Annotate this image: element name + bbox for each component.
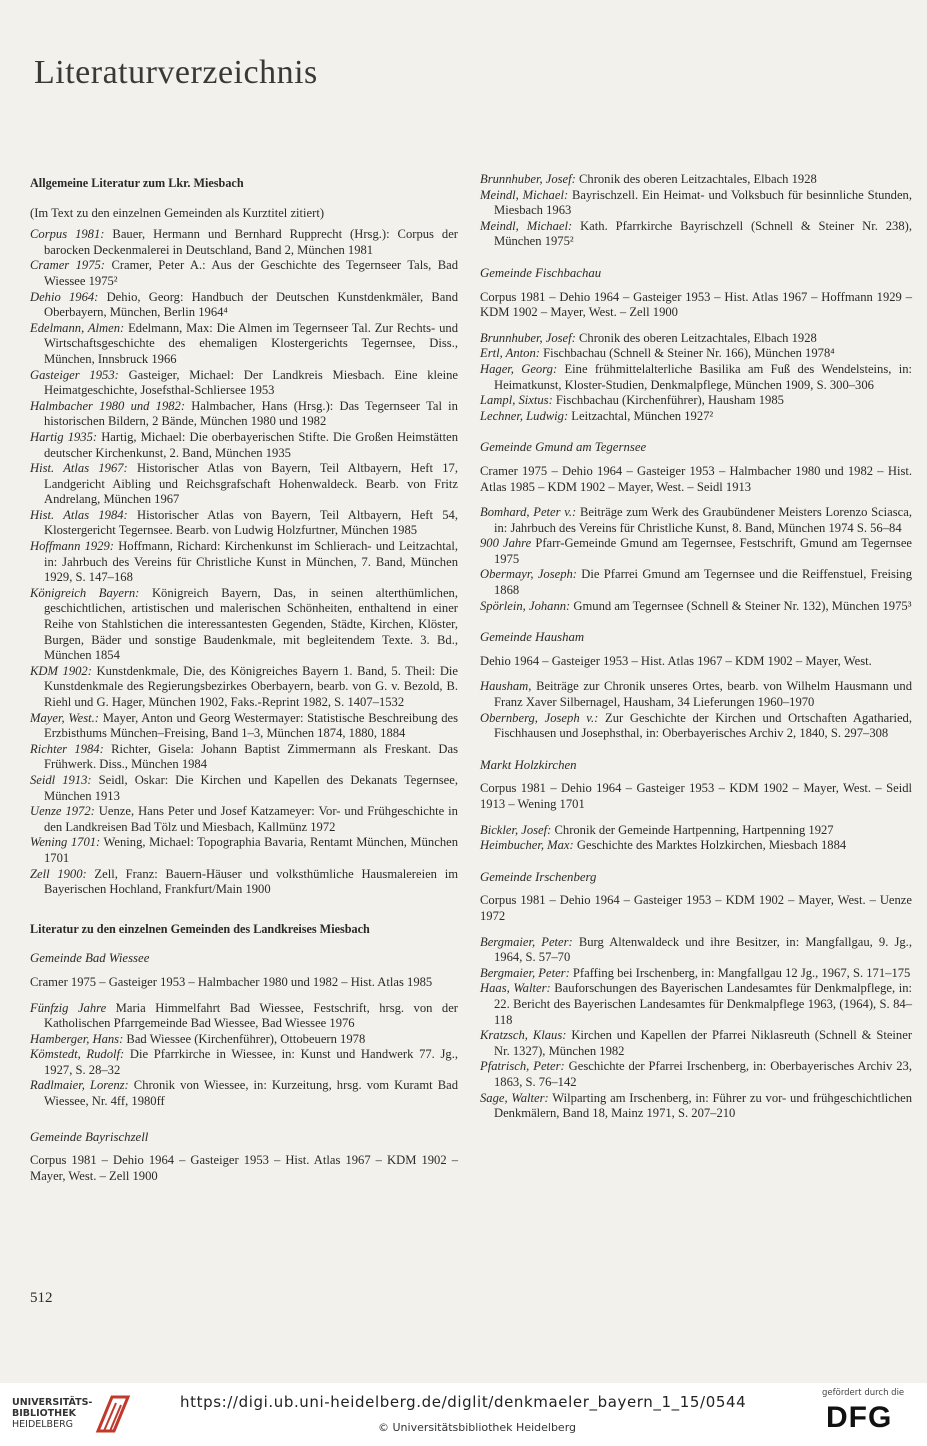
entry-reference: Chronik des oberen Leitzachtales, Elbach 1928	[575, 172, 817, 186]
university-library-logo[interactable]	[12, 1389, 132, 1439]
entry-reference: Seidl, Oskar: Die Kirchen und Kapellen des Dekanats Tegernsee, München 1913	[44, 772, 458, 803]
entry-reference: Die Pfarrkirche in Wiessee, in: Kunst und Handwerk 77. Jg., 1927, S. 28–32	[44, 1047, 458, 1077]
entry-short-title: Halmbacher 1980 und 1982:	[30, 398, 186, 413]
bibliography-entry	[480, 1028, 912, 1059]
entry-short-title: Bomhard, Peter v.:	[480, 505, 577, 520]
bibliography-entry	[30, 742, 458, 773]
entry-short-title: Dehio 1964:	[30, 289, 99, 304]
entry-short-title: Gasteiger 1953:	[30, 367, 119, 382]
bibliography-entry	[480, 346, 912, 362]
bibliography-entry	[30, 258, 458, 289]
entry-short-title: Edelmann, Almen:	[30, 320, 125, 335]
subsection-summary-holzkirchen: Corpus 1981 – Dehio 1964 – Gasteiger 1953 – KDM 1902 – Mayer, West. – Seidl 1913 – Wening 1701	[480, 781, 912, 811]
bibliography-entry	[480, 331, 912, 347]
subsection-title-bad-wiessee: Gemeinde Bad Wiessee	[30, 951, 150, 966]
subsection-summary-irschenberg: Corpus 1981 – Dehio 1964 – Gasteiger 1953 – KDM 1902 – Mayer, West. – Uenze 1972	[480, 893, 912, 923]
entry-short-title: 900 Jahre	[480, 536, 532, 551]
subsection-summary-bad-wiessee: Cramer 1975 – Gasteiger 1953 – Halmbacher 1980 und 1982 – Hist. Atlas 1985	[30, 974, 433, 989]
bibliography-entry	[30, 1047, 458, 1078]
page-number: 512	[30, 1290, 53, 1306]
bibliography-entry	[480, 1091, 912, 1122]
bibliography-entry	[30, 804, 458, 835]
holzkirchen-entries	[480, 823, 912, 854]
entry-reference: Zell, Franz: Bauern-Häuser und volksthümliche Hausmalereien im Bayerischen Hochland, Frankfurt/Main 1900	[44, 866, 458, 897]
entry-short-title: Fünfzig Jahre	[30, 1000, 107, 1015]
entry-reference: Chronik des oberen Leitzachtales, Elbach 1928	[575, 330, 817, 345]
bad-wiessee-entries	[30, 1001, 458, 1110]
bibliography-entry	[480, 172, 912, 188]
bibliography-entry	[480, 711, 912, 742]
bibliography-entry	[30, 835, 458, 866]
footer-bar	[0, 1383, 927, 1446]
subsection-summary-gmund: Cramer 1975 – Dehio 1964 – Gasteiger 1953 – Halmbacher 1980 und 1982 – Hist. Atlas 1985 – KDM 1902 – Mayer, West. – Seidl 1913	[480, 463, 912, 494]
bibliography-entry	[30, 321, 458, 368]
entry-short-title: Hager, Georg:	[480, 361, 558, 376]
entry-reference: Bad Wiessee (Kirchenführer), Ottobeuern 1978	[123, 1031, 366, 1046]
entry-short-title: Hoffmann 1929:	[30, 539, 114, 554]
entry-reference: Bayrischzell. Ein Heimat- und Volksbuch für besinnliche Stunden, Miesbach 1963	[494, 187, 912, 218]
bibliography-entry	[30, 539, 458, 586]
uni-line-1: UNIVERSITÄTS-	[12, 1397, 93, 1408]
university-library-wordmark	[12, 1397, 92, 1430]
entry-reference: Hartig, Michael: Die oberbayerischen Stifte. Die Großen Heimstätten deutscher Kirchenkunst, 2. Band, München 1935	[44, 429, 458, 460]
bibliography-entry	[30, 290, 458, 321]
entry-short-title: Richter 1984:	[30, 741, 104, 756]
bibliography-entry	[30, 227, 458, 258]
bibliography-entry	[480, 536, 912, 567]
entry-short-title: Hamberger, Hans:	[30, 1031, 124, 1046]
entry-short-title: Ertl, Anton:	[480, 346, 540, 361]
entry-reference: Pfaffing bei Irschenberg, in: Mangfallgau 12 Jg., 1967, S. 171–175	[569, 965, 911, 980]
bibliography-entry	[480, 935, 912, 966]
entry-reference: Richter, Gisela: Johann Baptist Zimmermann als Freskant. Das Frühwerk. Diss., München 1984	[44, 741, 458, 772]
entry-short-title: Cramer 1975:	[30, 258, 106, 273]
entry-short-title: Hausham,	[480, 679, 532, 694]
entry-reference: Pfarr-Gemeinde Gmund am Tegernsee, Festschrift, Gmund am Tegernsee 1975	[494, 536, 913, 566]
entry-short-title: Spörlein, Johann:	[480, 598, 571, 613]
entry-short-title: Lampl, Sixtus:	[480, 393, 553, 408]
entry-short-title: Meindl, Michael:	[480, 187, 569, 202]
entry-reference: Maria Himmelfahrt Bad Wiessee, Festschrift, hrsg. von der Katholischen Pfarrgemeinde Bad Wiessee, Bad Wiessee 1976	[44, 1000, 458, 1031]
bibliography-entry	[30, 867, 458, 898]
bibliography-entry	[30, 773, 458, 804]
fischbachau-entries	[480, 331, 912, 425]
dfg-logo[interactable]: DFG	[826, 1401, 893, 1434]
uni-line-3: HEIDELBERG	[12, 1419, 74, 1430]
bibliography-entry	[480, 1059, 912, 1090]
bibliography-entry	[480, 599, 912, 615]
bibliography-entry	[30, 1032, 458, 1048]
entry-short-title: Obernberg, Joseph v.:	[480, 710, 599, 725]
subsection-title-gmund: Gemeinde Gmund am Tegernsee	[480, 440, 647, 455]
bibliography-entry	[30, 461, 458, 508]
entry-reference: Cramer, Peter A.: Aus der Geschichte des Tegernseer Tals, Bad Wiessee 1975²	[44, 258, 459, 288]
bibliography-entry	[480, 409, 912, 425]
entry-reference: Beiträge zum Werk des Graubündener Meisters Lorenzo Sciasca, in: Jahrbuch des Vereins für Christliche Kunst, 8. Band, München 1974 S. 56–84	[494, 505, 912, 535]
entry-short-title: Uenze 1972:	[30, 804, 95, 819]
bibliography-entry	[480, 188, 912, 219]
entry-reference: Gmund am Tegernsee (Schnell & Steiner Nr. 132), München 1975³	[570, 598, 912, 613]
entry-reference: Kirchen und Kapellen der Pfarrei Niklasreuth (Schnell & Steiner Nr. 1327), München 1982	[494, 1028, 913, 1058]
entry-reference: Fischbachau (Kirchenführer), Hausham 1985	[552, 393, 784, 408]
entry-short-title: Kratzsch, Klaus:	[480, 1028, 567, 1043]
bibliography-entry	[30, 711, 458, 742]
bibliography-entry	[480, 219, 912, 250]
entry-reference: Bauer, Hermann und Bernhard Rupprecht (Hrsg.): Corpus der barocken Deckenmalerei in Deutschland, Band 2, München 1981	[44, 227, 458, 257]
entry-short-title: Kömstedt, Rudolf:	[30, 1047, 125, 1062]
entry-short-title: Brunnhuber, Josef:	[480, 172, 576, 186]
bibliography-entry	[30, 368, 458, 399]
entry-reference: Eine frühmittelalterliche Basilika am Fuß des Wendelsteins, in: Heimatkunst, Kloster-Studien, Denkmalpflege, München 1909, S. 300–306	[494, 361, 912, 392]
bibliography-entry	[30, 430, 458, 461]
bibliography-entry	[480, 362, 912, 393]
subsection-summary-bayrischzell: Corpus 1981 – Dehio 1964 – Gasteiger 1953 – Hist. Atlas 1967 – KDM 1902 – Mayer, West. – Zell 1900	[30, 1153, 458, 1183]
entry-short-title: Zell 1900:	[30, 866, 87, 881]
entry-reference: Kath. Pfarrkirche Bayrischzell (Schnell & Steiner Nr. 238), München 1975²	[494, 218, 912, 249]
entry-short-title: Hist. Atlas 1984:	[30, 507, 128, 522]
entry-reference: Uenze, Hans Peter und Josef Katzameyer: Vor- und Frühgeschichte in den Landkreisen Bad Tölz und Miesbach, Kallmünz 1972	[44, 804, 458, 834]
entry-short-title: Hartig 1935:	[30, 429, 98, 444]
general-bibliography	[30, 227, 458, 898]
entry-reference: Historischer Atlas von Bayern, Teil Altbayern, Heft 54, Klostergericht Tegernsee. Bearb. von Ludwig Holzfurtner, München 1985	[44, 507, 459, 538]
entry-short-title: Bergmaier, Peter:	[480, 934, 573, 949]
bibliography-entry	[30, 508, 458, 539]
entry-reference: Edelmann, Max: Die Almen im Tegernseer Tal. Zur Rechts- und Wirtschaftsgeschichte des ehemaligen Klostergerichts Tegernsee, Diss., München, Innsbruck 1966	[44, 320, 459, 366]
entry-reference: Dehio, Georg: Handbuch der Deutschen Kunstdenkmäler, Band Oberbayern, München, Berlin 1964⁴	[44, 289, 458, 320]
bibliography-entry	[480, 981, 912, 1028]
entry-short-title: Meindl, Michael:	[480, 218, 573, 233]
entry-short-title: KDM 1902:	[30, 663, 92, 678]
entry-short-title: Seidl 1913:	[30, 772, 92, 787]
entry-reference: Geschichte des Marktes Holzkirchen, Miesbach 1884	[573, 838, 847, 853]
entry-reference: Bauforschungen des Bayerischen Landesamtes für Denkmalpflege, in: 22. Bericht des Bayerischen Landesamtes für Denkmalpflege 1963, (1964), S. 84–118	[494, 981, 913, 1027]
entry-reference: Chronik von Wiessee, in: Kurzeitung, hrsg. vom Kuramt Bad Wiessee, Nr. 4ff, 1980ff	[44, 1078, 458, 1109]
bibliography-entry	[480, 567, 912, 598]
gmund-entries	[480, 505, 912, 614]
intro-note: (Im Text zu den einzelnen Gemeinden als Kurztitel zitiert)	[30, 205, 325, 220]
entry-short-title: Bickler, Josef:	[480, 822, 552, 837]
right-column	[480, 172, 912, 1122]
entry-short-title: Mayer, West.:	[30, 710, 100, 725]
entry-short-title: Pfatrisch, Peter:	[480, 1059, 565, 1074]
uni-line-2: BIBLIOTHEK	[12, 1408, 76, 1419]
bibliography-entry	[480, 393, 912, 409]
entry-short-title: Königreich Bayern:	[30, 585, 140, 600]
entry-short-title: Lechner, Ludwig:	[480, 408, 569, 423]
entry-short-title: Bergmaier, Peter:	[480, 965, 570, 980]
entry-short-title: Brunnhuber, Josef:	[480, 330, 576, 345]
bibliography-entry	[30, 399, 458, 430]
bibliography-entry	[30, 586, 458, 664]
entry-reference: Kunstdenkmale, Die, des Königreiches Bayern 1. Band, 5. Theil: Die Kunstdenkmale des Regierungsbezirkes Oberbayern, bearb. von G. v. Bezold, B. Riehl und G. Hager, München 1902, Faks.-Reprint 1982, S. 1407–1532	[44, 663, 459, 709]
bibliography-entry	[480, 966, 912, 982]
entry-reference: Königreich Bayern, Das, in seinen alterthümlichen, geschichtlichen, artistischen und malerischen Schönheiten, enthaltend in einer Reihe von Stahlstichen die interessantesten Gegenden, Städte, Kirchen, Klöster, Burgen, Bäder und sonstige Baudenkmale, mit begleitendem Texte. 3. Bd., München 1854	[44, 585, 458, 663]
entry-reference: Geschichte der Pfarrei Irschenberg, in: Oberbayerisches Archiv 23, 1863, S. 76–142	[494, 1059, 912, 1089]
entry-short-title: Radlmaier, Lorenz:	[30, 1078, 129, 1093]
bayrischzell-entries	[480, 172, 912, 250]
entry-reference: Wening, Michael: Topographia Bavaria, Rentamt München, München 1701	[44, 835, 458, 865]
dfg-caption: gefördert durch die	[822, 1388, 905, 1398]
entry-reference: Zur Geschichte der Kirchen und Ortschaften Agatharied, Fischhausen und Josephsthal, in: Oberbayerisches Archiv 2, 1840, S. 297–308	[494, 710, 912, 741]
entry-reference: Die Pfarrei Gmund am Tegernsee und die Reiffenstuel, Freising 1868	[494, 567, 913, 598]
entry-reference: Mayer, Anton und Georg Westermayer: Statistische Beschreibung des Erzbisthums München–Freising, Band 1–3, München 1874, 1880, 1884	[44, 710, 458, 741]
subsection-title-fischbachau: Gemeinde Fischbachau	[480, 265, 602, 280]
subsection-title-irschenberg: Gemeinde Irschenberg	[480, 869, 597, 884]
entry-reference: Halmbacher, Hans (Hrsg.): Das Tegernseer Tal in historischen Bildern, 2 Bände, München 1980 und 1982	[44, 398, 458, 429]
entry-short-title: Corpus 1981:	[30, 227, 105, 242]
section-heading-local: Literatur zu den einzelnen Gemeinden des Landkreises Miesbach	[30, 921, 370, 936]
entry-short-title: Wening 1701:	[30, 835, 101, 850]
subsection-title-bayrischzell: Gemeinde Bayrischzell	[30, 1129, 149, 1144]
subsection-summary-fischbachau: Corpus 1981 – Dehio 1964 – Gasteiger 1953 – Hist. Atlas 1967 – Hoffmann 1929 – KDM 1902 – Mayer, West. – Zell 1900	[480, 289, 912, 320]
entry-reference: Wilparting am Irschenberg, in: Führer zu vor- und frühgeschichtlichen Denkmälern, Band 18, Mainz 1971, S. 207–210	[494, 1090, 913, 1121]
copyright-notice: © Universitätsbibliothek Heidelberg	[378, 1421, 577, 1434]
entry-reference: Beiträge zur Chronik unseres Ortes, bearb. von Wilhelm Hausmann und Franz Xaver Silbernagel, Hausham, 34 Lieferungen 1960–1970	[494, 679, 912, 710]
section-heading-general: Allgemeine Literatur zum Lkr. Miesbach	[30, 176, 244, 190]
hausham-entries	[480, 679, 912, 741]
entry-short-title: Obermayr, Joseph:	[480, 567, 577, 582]
bibliography-entry	[480, 679, 912, 710]
entry-reference: Chronik der Gemeinde Hartpenning, Hartpenning 1927	[551, 822, 834, 837]
entry-reference: Hoffmann, Richard: Kirchenkunst im Schlierach- und Leitzachtal, in: Jahrbuch des Vereins für Christliche Kunst in München, 7. Band, München 1929, S. 147–168	[44, 539, 459, 585]
source-url-link[interactable]: https://digi.ub.uni-heidelberg.de/diglit/denkmaeler_bayern_1_15/0544	[180, 1393, 747, 1411]
subsection-summary-hausham: Dehio 1964 – Gasteiger 1953 – Hist. Atlas 1967 – KDM 1902 – Mayer, West.	[480, 653, 872, 668]
bibliography-entry	[30, 664, 458, 711]
entry-reference: Burg Altenwaldeck und ihre Besitzer, in: Mangfallgau, 9. Jg., 1964, S. 57–70	[494, 934, 912, 965]
entry-short-title: Hist. Atlas 1967:	[30, 461, 128, 476]
left-column	[30, 172, 458, 1194]
entry-reference: Fischbachau (Schnell & Steiner Nr. 166), München 1978⁴	[539, 346, 835, 361]
entry-short-title: Heimbucher, Max:	[480, 838, 574, 853]
entry-short-title: Haas, Walter:	[480, 981, 551, 996]
library-emblem-icon	[94, 1393, 132, 1435]
subsection-title-holzkirchen: Markt Holzkirchen	[480, 757, 577, 772]
bibliography-entry	[30, 1001, 458, 1032]
irschenberg-entries	[480, 935, 912, 1122]
entry-short-title: Sage, Walter:	[480, 1090, 549, 1105]
bibliography-entry	[30, 1078, 458, 1109]
subsection-title-hausham: Gemeinde Hausham	[480, 630, 585, 645]
bibliography-entry	[480, 838, 912, 854]
entry-reference: Historischer Atlas von Bayern, Teil Altbayern, Heft 17, Landgericht Aibling und Reichsgrafschaft Hohenwaldeck. Bearb. von Fritz Andrelang, München 1967	[44, 461, 459, 507]
page-title: Literaturverzeichnis	[34, 54, 318, 91]
bibliography-entry	[480, 823, 912, 839]
bibliography-entry	[480, 505, 912, 536]
entry-reference: Leitzachtal, München 1927²	[568, 408, 714, 423]
entry-reference: Gasteiger, Michael: Der Landkreis Miesbach. Eine kleine Heimatgeschichte, Josefsthal-Schliersee 1953	[44, 367, 458, 398]
